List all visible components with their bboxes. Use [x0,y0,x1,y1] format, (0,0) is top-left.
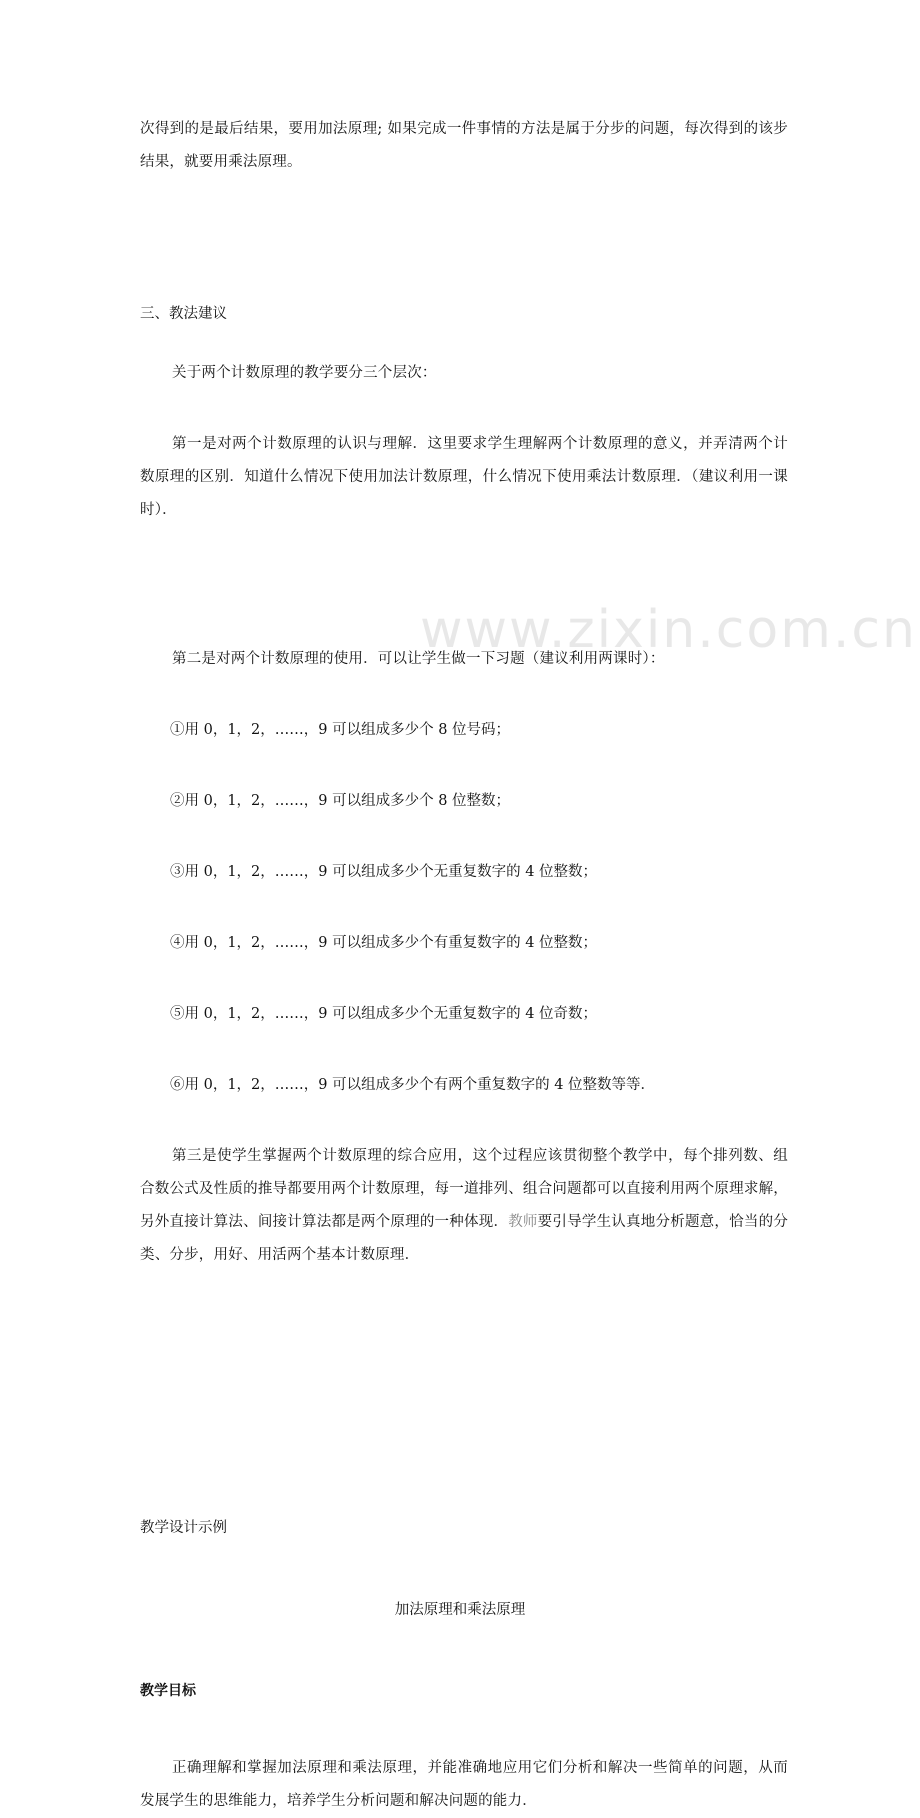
paragraph-levels-intro: 关于两个计数原理的教学要分三个层次： [172,365,437,381]
paragraph-level-two: 第二是对两个计数原理的使用．可以让学生做一下习题（建议利用两课时）： [172,651,665,667]
exercise-item-6: ⑥用 0，1，2，……，9 可以组成多少个有两个重复数字的 4 位整数等等． [170,1077,656,1093]
exercise-item-4: ④用 0，1，2，……，9 可以组成多少个有重复数字的 4 位整数； [170,935,598,951]
watermark: www.zixin.com.cn [420,600,917,660]
teacher-link-text: 教师 [508,1214,538,1230]
lesson-title: 加法原理和乘法原理 [394,1602,526,1618]
exercise-item-1: ①用 0，1，2，……，9 可以组成多少个 8 位号码； [170,722,511,738]
level-three-text-b: 要引导学生认真地分析题意，恰当的分类、分步，用好、用活两个基本计数原理． [140,1214,789,1263]
exercise-item-5: ⑤用 0，1，2，……，9 可以组成多少个无重复数字的 4 位奇数； [170,1006,598,1022]
paragraph-level-one: 第一是对两个计数原理的认识与理解．这里要求学生理解两个计数原理的意义，并弄清两个计数原理的区别．知道什么情况下使用加法计数原理，什么情况下使用乘法计数原理．（建议利用一课时）． [140,436,788,518]
goal-paragraph: 正确理解和掌握加法原理和乘法原理，并能准确地应用它们分析和解决一些简单的问题，从而发展学生的思维能力，培养学生分析问题和解决问题的能力． [140,1760,788,1809]
goal-heading: 教学目标 [140,1683,196,1699]
section-heading-design-example: 教学设计示例 [140,1520,227,1536]
exercise-item-3: ③用 0，1，2，……，9 可以组成多少个无重复数字的 4 位整数； [170,864,598,880]
level-three-text-a: 第三是使学生掌握两个计数原理的综合应用，这个过程应该贯彻整个教学中，每个排列数、组合数公式及性质的推导都要用两个计数原理，每一道排列、组合问题都可以直接利用两个原理求解，另外直接计算法、间接计算法都是两个原理的一种体现． [140,1148,788,1230]
paragraph-level-three [140,1140,788,1272]
exercise-item-2: ②用 0，1，2，……，9 可以组成多少个 8 位整数； [170,793,511,809]
intro-paragraph: 次得到的是最后结果，要用加法原理; 如果完成一件事情的方法是属于分步的问题，每次得到的该步结果，就要用乘法原理。 [140,121,788,170]
section-heading-teaching-suggestions: 三、教法建议 [140,306,227,322]
